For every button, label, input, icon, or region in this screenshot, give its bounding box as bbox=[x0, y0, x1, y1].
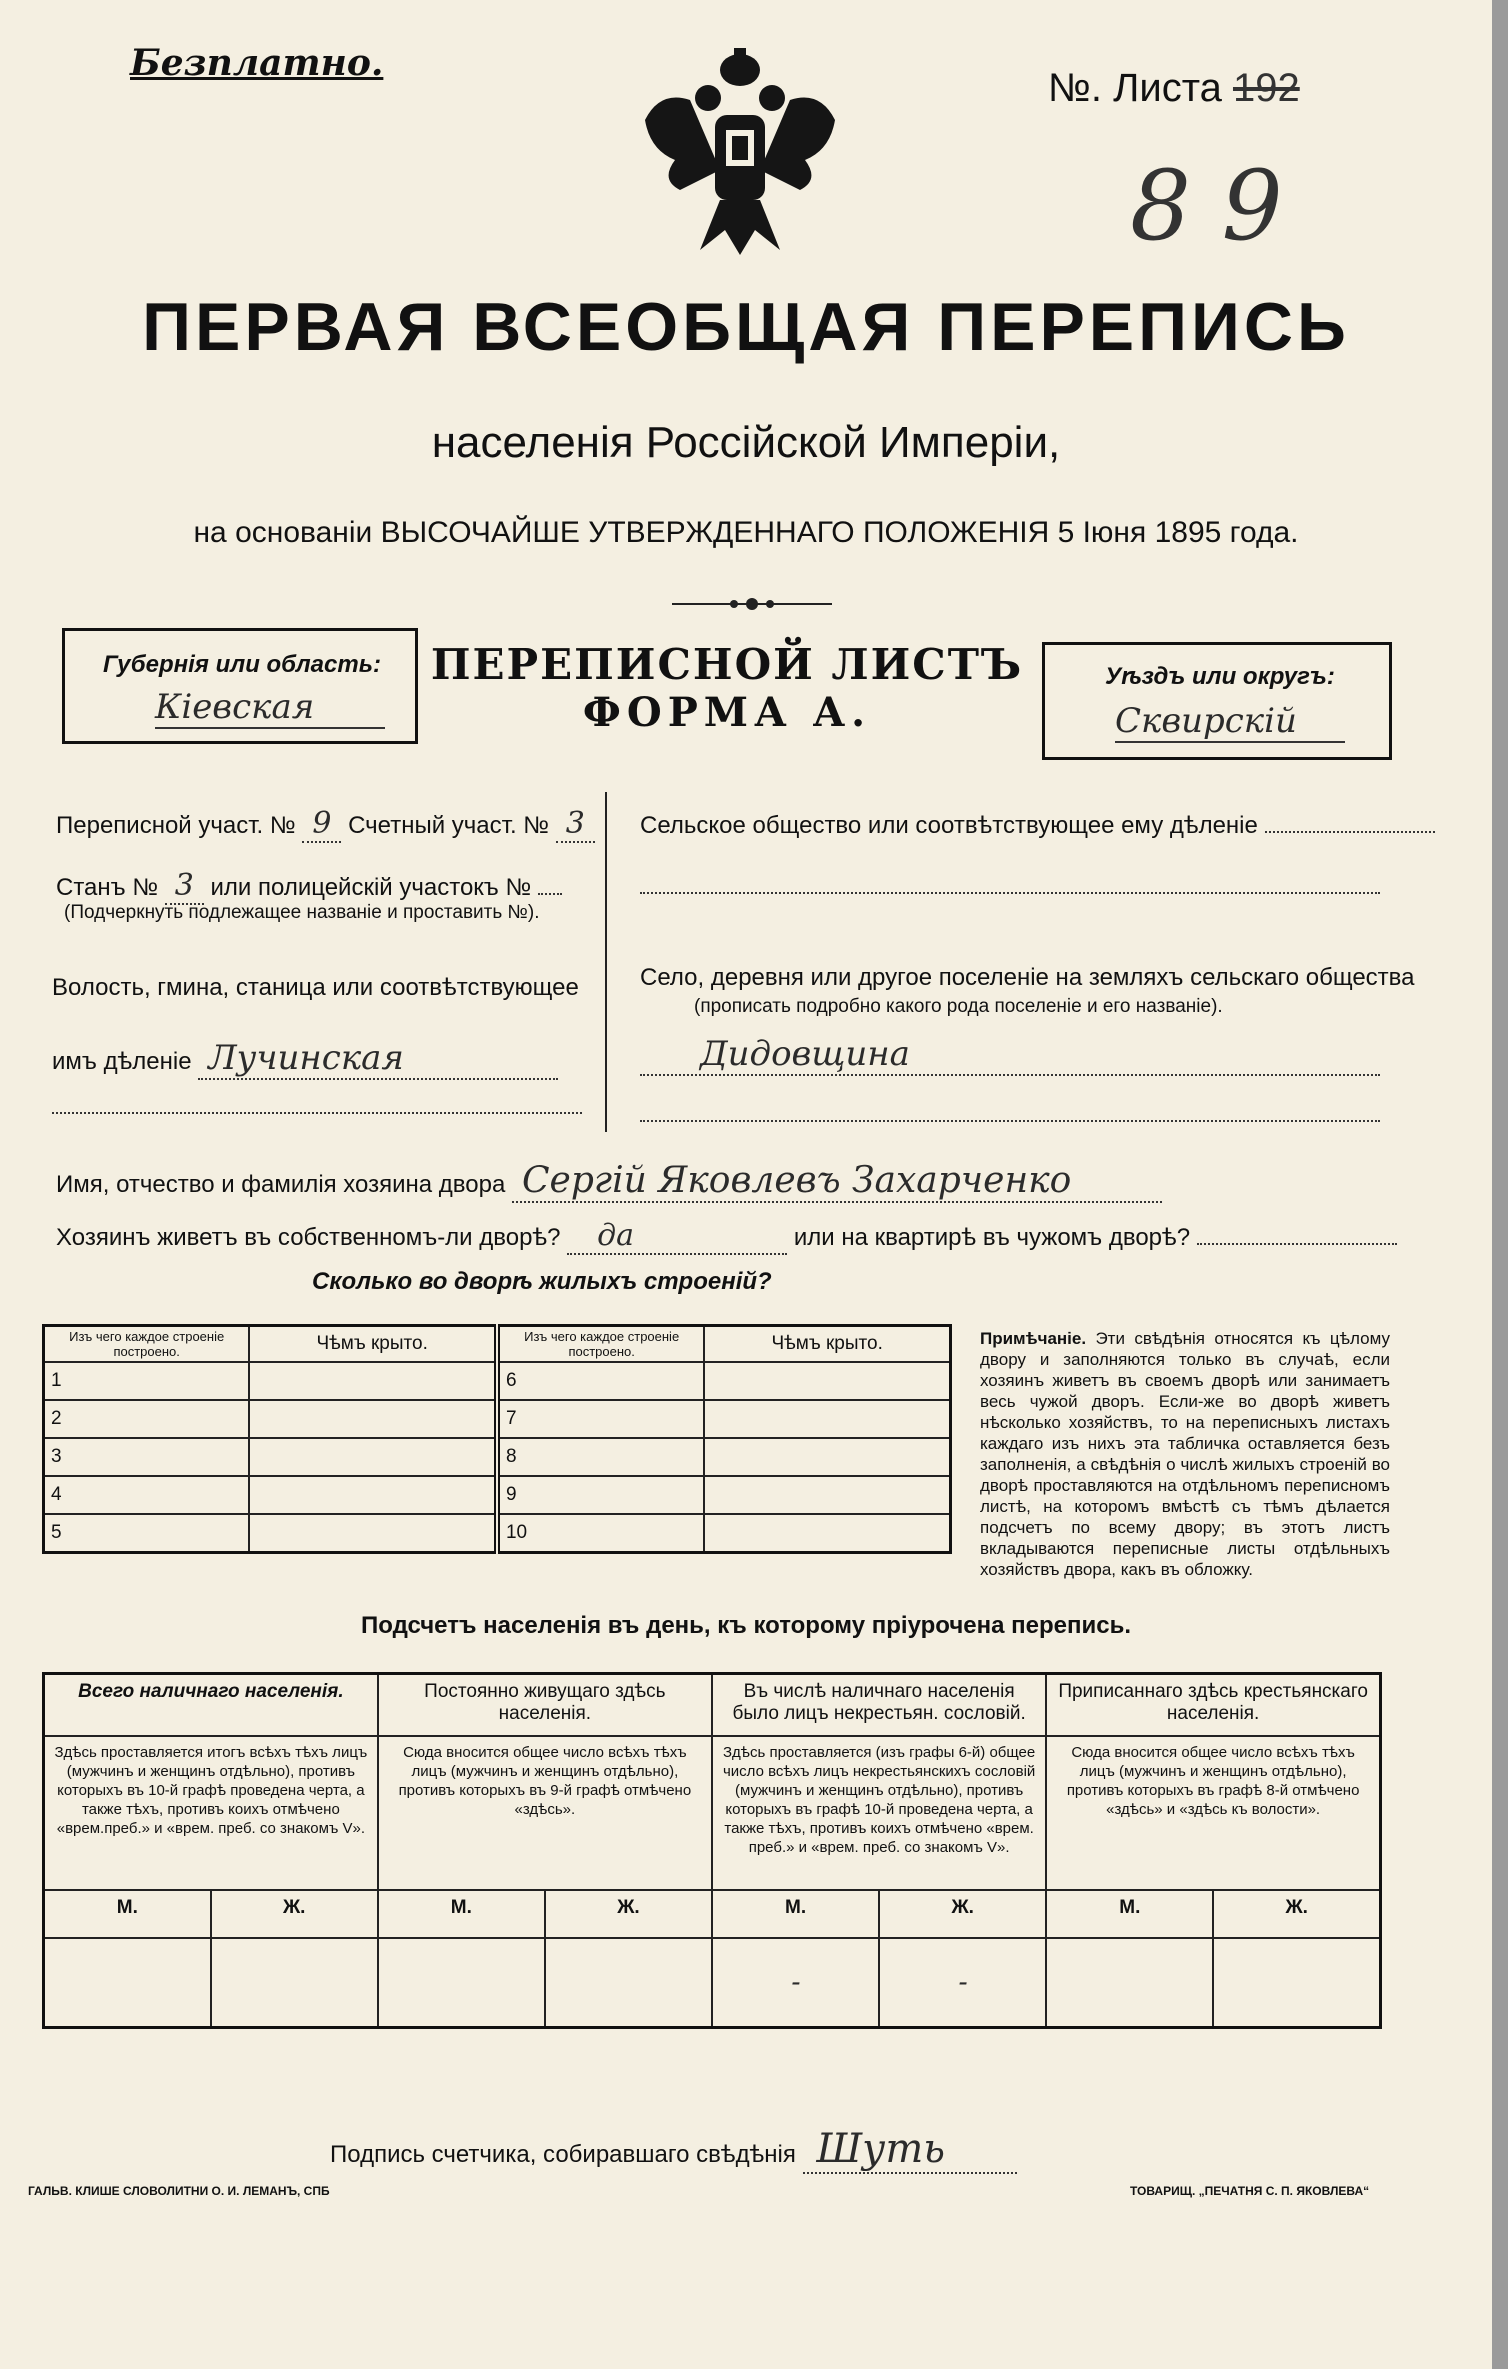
building-row-4: 4 bbox=[44, 1476, 250, 1514]
society-blank-line bbox=[640, 892, 1380, 894]
pop-col-3-title: Въ числѣ наличнаго населенія было лицъ некрестьян. сословій. bbox=[712, 1674, 1046, 1736]
own-yard-value: да bbox=[567, 1218, 787, 1255]
village-blank-line bbox=[640, 1120, 1380, 1122]
free-label: Безплатно. bbox=[130, 42, 384, 84]
volost-field bbox=[52, 1038, 558, 1080]
sheet-number bbox=[1048, 66, 1300, 111]
form-title-block bbox=[412, 640, 1042, 736]
pop-col-1-title: Всего наличнаго населенія. bbox=[44, 1674, 378, 1736]
camp-note: (Подчеркнуть подлежащее названіе и проставить №). bbox=[64, 902, 540, 923]
census-section-label: Переписной участ. № bbox=[56, 812, 296, 839]
building-row-2: 2 bbox=[44, 1400, 250, 1438]
building-row-6: 6 bbox=[497, 1362, 704, 1400]
note-title: Примѣчаніе. bbox=[980, 1329, 1087, 1348]
population-table bbox=[42, 1672, 1382, 2029]
pop-col-1-desc: Здѣсь проставляется итогъ всѣхъ тѣхъ лицъ (мужчинъ и женщинъ отдѣльно), противъ которыхъ въ 10-й графѣ проведена черта, а также тѣхъ, противъ коихъ отмѣчено «врем.преб.» и «врем. преб. со знакомъ V». bbox=[44, 1736, 378, 1890]
female-label: Ж. bbox=[1213, 1890, 1380, 1938]
own-yard-label: Хозяинъ живетъ въ собственномъ-ли дворѣ? bbox=[56, 1224, 561, 1251]
form-name: ФОРМА А. bbox=[582, 689, 872, 736]
pop-col-2-title: Постоянно живущаго здѣсь населенія. bbox=[378, 1674, 712, 1736]
signature-value: Шуть bbox=[803, 2126, 1017, 2174]
male-label: М. bbox=[44, 1890, 211, 1938]
female-label: Ж. bbox=[545, 1890, 712, 1938]
building-row-5: 5 bbox=[44, 1514, 250, 1552]
col-built-left: Изъ чего каждое строеніе построено. bbox=[44, 1326, 250, 1363]
pop-value-dash: - bbox=[712, 1938, 879, 2028]
legal-basis: на основаніи ВЫСОЧАЙШЕ УТВЕРЖДЕННАГО ПОЛОЖЕНІЯ 5 Іюня 1895 года. bbox=[193, 516, 1299, 549]
own-yard-field bbox=[56, 1218, 1397, 1255]
printer-left: ГАЛЬВ. КЛИШЕ СЛОВОЛИТНИ О. И. ЛЕМАНЪ, СПБ bbox=[28, 2184, 330, 2198]
province-label: Губернія или область: bbox=[103, 651, 381, 678]
building-row-8: 8 bbox=[497, 1438, 704, 1476]
camp-value: 3 bbox=[165, 868, 204, 905]
note-block bbox=[980, 1328, 1390, 1580]
village-value: Дидовщина bbox=[640, 1034, 1380, 1076]
buildings-table bbox=[42, 1324, 952, 1554]
camp-field bbox=[56, 868, 562, 903]
page-title: ПЕРВАЯ ВСЕОБЩАЯ ПЕРЕПИСЬ bbox=[142, 289, 1350, 365]
province-value: Кіевская bbox=[155, 687, 385, 729]
buildings-question: Сколько во дворѣ жилыхъ строеній? bbox=[312, 1268, 772, 1295]
census-section-value: 9 bbox=[302, 806, 341, 843]
district-box bbox=[1042, 642, 1392, 760]
pop-col-4-desc: Сюда вносится общее число всѣхъ тѣхъ лицъ (мужчинъ и женщинъ отдѣльно), противъ которыхъ въ графѣ 8-й отмѣчено «здѣсь» и «здѣсь къ волости». bbox=[1046, 1736, 1380, 1890]
volost-value: Лучинская bbox=[198, 1038, 558, 1080]
signature-label: Подпись счетчика, собиравшаго свѣдѣнія bbox=[330, 2141, 796, 2168]
rented-label: или на квартирѣ въ чужомъ дворѣ? bbox=[793, 1224, 1191, 1251]
building-row-7: 7 bbox=[497, 1400, 704, 1438]
pop-value-cell bbox=[1046, 1938, 1213, 2028]
printer-right: ТОВАРИЩ. „ПЕЧАТНЯ С. П. ЯКОВЛЕВА“ bbox=[1130, 2184, 1370, 2198]
district-label: Уѣздъ или округъ: bbox=[1105, 663, 1335, 690]
district-value: Сквирскій bbox=[1115, 701, 1345, 743]
building-row-9: 9 bbox=[497, 1476, 704, 1514]
building-row-3: 3 bbox=[44, 1438, 250, 1476]
society-label: Сельское общество или соотвѣтствующее ему дѣленіе bbox=[640, 812, 1258, 839]
male-label: М. bbox=[712, 1890, 879, 1938]
volost-blank-line bbox=[52, 1112, 582, 1114]
owner-name-value: Сергій Яковлевъ Захарченко bbox=[512, 1160, 1162, 1203]
volost-label-2: имъ дѣленіе bbox=[52, 1048, 192, 1075]
col-roof-right: Чѣмъ крыто. bbox=[704, 1326, 950, 1363]
pop-value-cell bbox=[211, 1938, 378, 2028]
census-section-field bbox=[56, 806, 595, 841]
building-row-10: 10 bbox=[497, 1514, 704, 1552]
vertical-divider bbox=[605, 792, 607, 1132]
note-text: Эти свѣдѣнія относятся къ цѣлому двору и заполняются только въ случаѣ, если хозяинъ живетъ въ своемъ дворѣ или занимаетъ весь чужой дворъ. Если-же во дворѣ живетъ нѣсколько хозяйствъ, то на переписныхъ листахъ каждаго изъ нихъ эта табличка оставляется безъ заполненія, а свѣдѣнія о числѣ жилыхъ строеній во дворѣ проставляются на отдѣльномъ переписномъ листѣ, на которомъ вмѣстѣ съ тѣмъ дѣлается подсчетъ по всему двору; въ этотъ листъ вкладываются переписные листы отдѣльныхъ хозяйствъ двора, какъ въ обложку. bbox=[980, 1329, 1390, 1579]
population-heading: Подсчетъ населенія въ день, къ которому пріурочена перепись. bbox=[361, 1612, 1131, 1639]
owner-name-label: Имя, отчество и фамилія хозяина двора bbox=[56, 1171, 506, 1198]
sheet-label: №. Листа bbox=[1048, 66, 1222, 110]
pop-col-3-desc: Здѣсь проставляется (изъ графы 6-й) общее число всѣхъ лицъ некрестьянскихъ сословій (мужчинъ и женщинъ отдѣльно), противъ которыхъ въ графѣ 10-й проведена черта, а также тѣхъ, противъ коихъ отмѣчено «врем. преб.» и «врем. преб. со знакомъ V». bbox=[712, 1736, 1046, 1890]
male-label: М. bbox=[1046, 1890, 1213, 1938]
village-note: (прописать подробно какого рода поселеніе и его названіе). bbox=[694, 996, 1223, 1017]
ornament-divider bbox=[672, 592, 832, 616]
pop-col-4-title: Приписаннаго здѣсь крестьянскаго населенія. bbox=[1046, 1674, 1380, 1736]
pop-value-cell bbox=[44, 1938, 211, 2028]
sheet-title: ПЕРЕПИСНОЙ ЛИСТЪ bbox=[430, 640, 1024, 689]
female-label: Ж. bbox=[879, 1890, 1046, 1938]
double-headed-eagle-icon bbox=[630, 40, 850, 260]
building-row-1: 1 bbox=[44, 1362, 250, 1400]
sheet-number-crossed: 192 bbox=[1232, 66, 1300, 110]
count-section-value: 3 bbox=[556, 806, 595, 843]
signature-field bbox=[330, 2126, 1017, 2174]
col-built-right: Изъ чего каждое строеніе построено. bbox=[497, 1326, 704, 1363]
sheet-number-handwritten: 8 9 bbox=[1130, 150, 1283, 262]
camp-label-2: или полицейскій участокъ № bbox=[210, 874, 532, 901]
owner-name-field bbox=[56, 1160, 1162, 1203]
male-label: М. bbox=[378, 1890, 545, 1938]
province-box bbox=[62, 628, 418, 744]
pop-value-cell bbox=[545, 1938, 712, 2028]
society-field bbox=[640, 812, 1435, 840]
village-label: Село, деревня или другое поселеніе на земляхъ сельскаго общества bbox=[640, 964, 1415, 991]
female-label: Ж. bbox=[211, 1890, 378, 1938]
count-section-label: Счетный участ. № bbox=[348, 812, 550, 839]
volost-label: Волость, гмина, станица или соотвѣтствующее bbox=[52, 974, 579, 1001]
pop-value-cell bbox=[1213, 1938, 1380, 2028]
page-subtitle: населенія Россійской Имперіи, bbox=[431, 418, 1061, 467]
col-roof-left: Чѣмъ крыто. bbox=[249, 1326, 497, 1363]
pop-value-cell bbox=[378, 1938, 545, 2028]
camp-label: Станъ № bbox=[56, 874, 159, 901]
pop-value-dash: - bbox=[879, 1938, 1046, 2028]
pop-col-2-desc: Сюда вносится общее число всѣхъ тѣхъ лицъ (мужчинъ и женщинъ отдѣльно), противъ которыхъ въ 9-й графѣ отмѣчено «здѣсь». bbox=[378, 1736, 712, 1890]
